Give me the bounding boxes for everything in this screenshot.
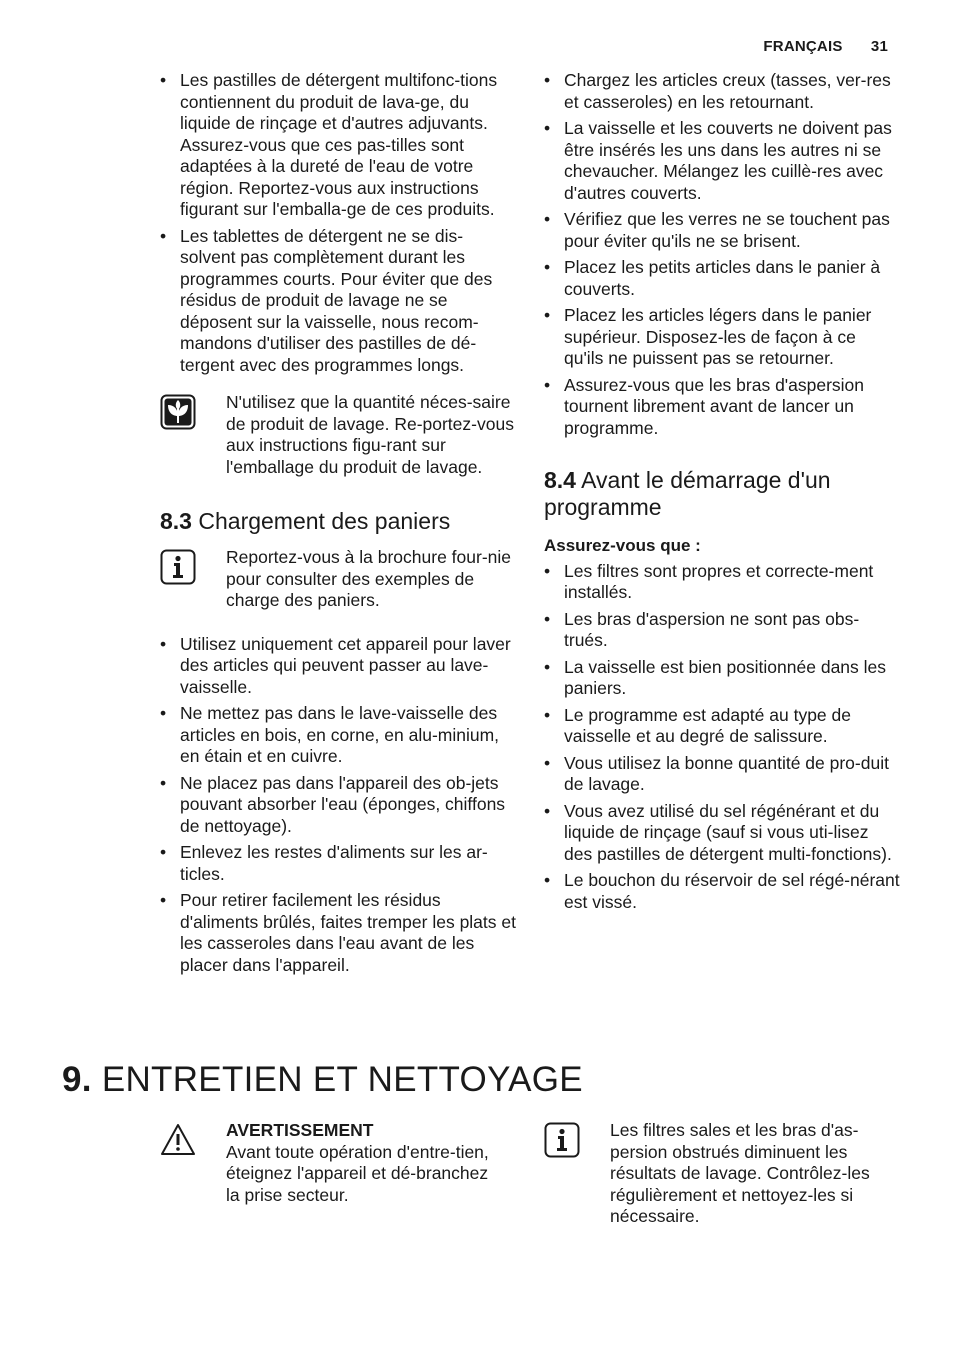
list-item: • Placez les petits articles dans le panier à couverts. [544, 257, 900, 300]
page-header [763, 38, 888, 55]
list-item: • Placez les articles légers dans le panier supérieur. Disposez-les de façon à ce qu'ils ne puissent pas se retourner. [544, 305, 900, 370]
list-item: • La vaisselle et les couverts ne doivent pas être insérés les uns dans les autres ni se chevaucher. Mélangez les cuillè-res avec d'autres couverts. [544, 118, 900, 204]
page-number: 31 [870, 38, 888, 55]
chapter-heading [62, 1060, 583, 1100]
list-item: • Vérifiez que les verres ne se touchent pas pour éviter qu'ils ne se brisent. [544, 209, 900, 252]
list-item: • Ne mettez pas dans le lave-vaisselle des articles en bois, en corne, en alu-minium, en étain et en cuivre. [160, 703, 518, 768]
list-item: • Chargez les articles creux (tasses, ver-res et casseroles) en les retournant. [544, 70, 900, 113]
left-column [160, 70, 518, 981]
warning-text: Avant toute opération d'entre-tien, éteignez l'appareil et dé-branchez la prise secteur. [226, 1141, 489, 1205]
list-item: • Vous avez utilisé du sel régénérant et du liquide de rinçage (sauf si vous uti-lisez des pastilles de détergent multi-fonctions). [544, 801, 900, 866]
list-item: • Les filtres sont propres et correcte-ment installés. [544, 561, 900, 604]
list-item: • Ne placez pas dans l'appareil des ob-jets pouvant absorber l'eau (éponges, chiffons de nettoyage). [160, 773, 518, 838]
list-item: • Vous utilisez la bonne quantité de pro-duit de lavage. [544, 753, 900, 796]
warning-text-block [226, 1120, 500, 1206]
chapter-title: ENTRETIEN ET NETTOYAGE [101, 1060, 583, 1099]
section-heading-8-3 [160, 508, 518, 535]
list-item: • Enlevez les restes d'aliments sur les ar-ticles. [160, 842, 518, 885]
eco-note-text: N'utilisez que la quantité néces-saire de produit de lavage. Re-portez-vous aux instructions figu-rant sur l'emballage du produit de lavage. [226, 392, 514, 477]
info-note [160, 547, 518, 612]
checklist-bullet-list [544, 561, 900, 914]
loading-bullet-list [160, 634, 518, 977]
list-item: • Le programme est adapté au type de vaisselle et au degré de salissure. [544, 705, 900, 748]
info-icon [160, 549, 196, 585]
info-icon [544, 1122, 580, 1158]
loading-tips-bullet-list [544, 70, 900, 439]
warning-note [160, 1120, 500, 1206]
warning-triangle-icon [160, 1122, 196, 1158]
list-item: • Les bras d'aspersion ne sont pas obs-trués. [544, 609, 900, 652]
language-label: FRANÇAIS [763, 38, 843, 55]
list-item: • Pour retirer facilement les résidus d'aliments brûlés, faites tremper les plats et les casseroles dans l'eau avant de les placer dans l'appareil. [160, 890, 518, 976]
section-number: 8.4 [544, 467, 576, 493]
section-heading-8-4 [544, 467, 900, 521]
section-title: Avant le démarrage d'un programme [544, 467, 831, 520]
warning-title: AVERTISSEMENT [226, 1120, 374, 1140]
section-number: 8.3 [160, 508, 192, 534]
maintenance-info-note [544, 1120, 884, 1228]
list-item: • Les pastilles de détergent multifonc-tions contiennent du produit de lava-ge, du liquide de rinçage et d'autres adjuvants. Assurez-vous que ces pas-tilles sont adaptées à la dureté de l'eau de votre région. Reportez-vous aux instructions figurant sur l'emballa-ge de ces produits. [160, 70, 518, 221]
list-item: • La vaisselle est bien positionnée dans les paniers. [544, 657, 900, 700]
list-item: • Assurez-vous que les bras d'aspersion tournent librement avant de lancer un programme. [544, 375, 900, 440]
chapter-number: 9. [62, 1060, 92, 1099]
eco-leaf-icon [160, 394, 196, 430]
intro-bullet-list [160, 70, 518, 376]
right-column [544, 70, 900, 918]
info-note-text: Reportez-vous à la brochure four-nie pour consulter des exemples de charge des paniers. [226, 547, 512, 610]
list-item: • Utilisez uniquement cet appareil pour laver des articles qui peuvent passer au lave-vaisselle. [160, 634, 518, 699]
maintenance-info-text: Les filtres sales et les bras d'as-persion obstrués diminuent les résultats de lavage. Contrôlez-les régulièrement et nettoyez-les si nécessaire. [610, 1120, 870, 1226]
eco-note [160, 392, 518, 478]
list-item: • Le bouchon du réservoir de sel régé-nérant est vissé. [544, 870, 900, 913]
list-item: • Les tablettes de détergent ne se dis-solvent pas complètement durant les programmes courts. Pour éviter que des résidus de produit de lavage ne se déposent sur la vaisselle, nous recom-mandons d'utiliser des pastilles de dé-tergent avec des programmes longs. [160, 226, 518, 377]
checklist-subheading: Assurez-vous que : [544, 536, 701, 555]
section-title: Chargement des paniers [198, 508, 451, 534]
